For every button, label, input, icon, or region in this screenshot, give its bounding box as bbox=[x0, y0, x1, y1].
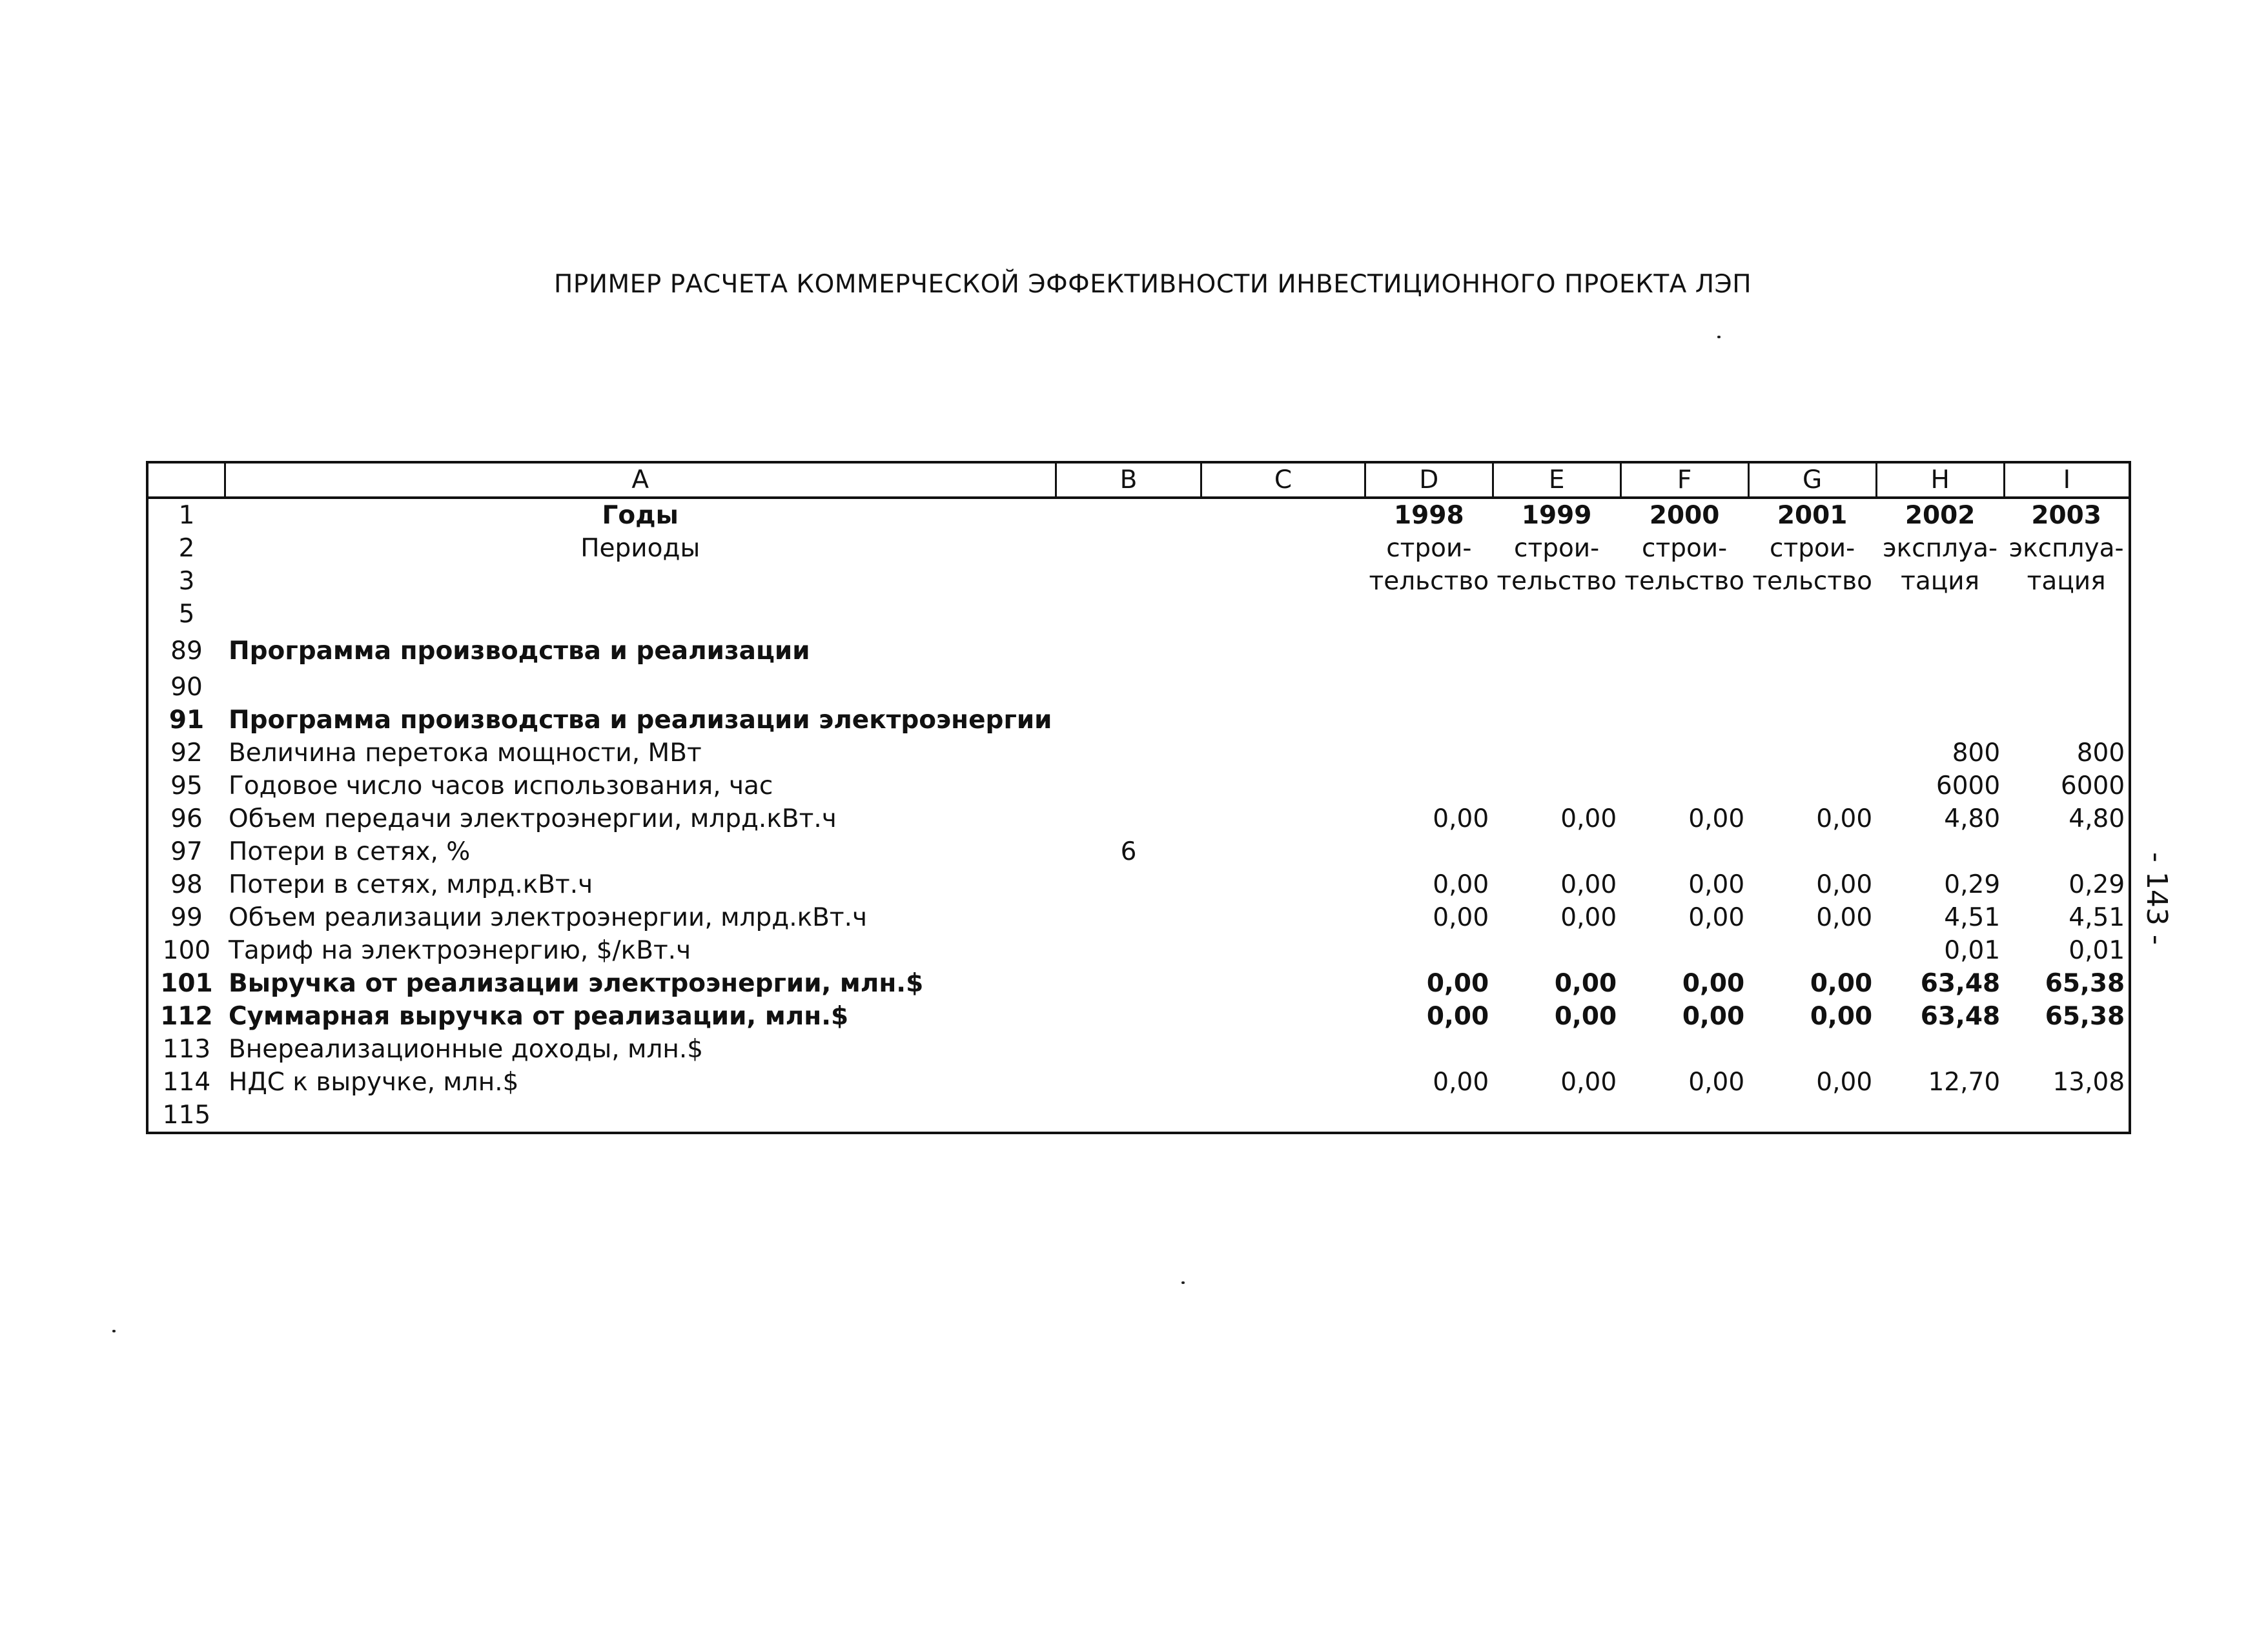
cell-c[interactable] bbox=[1201, 671, 1365, 704]
value-cell[interactable] bbox=[1620, 737, 1748, 769]
value-cell[interactable] bbox=[1493, 671, 1620, 704]
value-cell[interactable]: 0,00 bbox=[1816, 870, 1873, 899]
value-cell[interactable] bbox=[1620, 671, 1748, 704]
row-label[interactable]: Суммарная выручка от реализации, млн.$ bbox=[229, 1002, 849, 1031]
cell-b[interactable] bbox=[1056, 1033, 1201, 1066]
row-number[interactable]: 5 bbox=[178, 600, 195, 629]
cell[interactable] bbox=[1056, 565, 1201, 598]
cell-b[interactable] bbox=[1056, 671, 1201, 704]
row-label[interactable]: Величина перетока мощности, МВт bbox=[229, 738, 702, 768]
value-cell[interactable]: 6000 bbox=[1936, 771, 2001, 800]
cell-c[interactable] bbox=[1201, 1033, 1365, 1066]
value-cell[interactable] bbox=[2004, 1099, 2130, 1133]
cell-c[interactable] bbox=[1201, 802, 1365, 835]
value-cell[interactable] bbox=[1493, 1099, 1620, 1133]
period-cell[interactable]: эксплуа- bbox=[1883, 534, 1998, 563]
value-cell[interactable]: 0,00 bbox=[1688, 903, 1745, 932]
period-cell[interactable]: тельство bbox=[1624, 567, 1744, 596]
column-header-a[interactable]: A bbox=[225, 462, 1056, 498]
cell[interactable] bbox=[1493, 598, 1620, 631]
value-cell[interactable]: 0,00 bbox=[1688, 870, 1745, 899]
value-cell[interactable] bbox=[1365, 1033, 1493, 1066]
table-row bbox=[147, 901, 2130, 934]
column-header-row bbox=[147, 462, 2130, 498]
row-number[interactable]: 114 bbox=[162, 1068, 211, 1097]
row-number[interactable]: 89 bbox=[170, 636, 203, 666]
period-cell[interactable]: строи- bbox=[1642, 534, 1728, 563]
cell-b[interactable] bbox=[1056, 934, 1201, 967]
row-number[interactable]: 91 bbox=[169, 706, 205, 735]
value-cell[interactable]: 0,00 bbox=[1810, 969, 1873, 998]
periods-label[interactable]: Периоды bbox=[580, 534, 700, 563]
scan-speck bbox=[1181, 1281, 1185, 1284]
table-row bbox=[147, 1033, 2130, 1066]
table-row bbox=[147, 769, 2130, 802]
value-cell[interactable] bbox=[1620, 835, 1748, 868]
periods-row bbox=[147, 532, 2130, 565]
cell[interactable] bbox=[1056, 532, 1201, 565]
value-cell[interactable]: 0,00 bbox=[1816, 903, 1873, 932]
table-row bbox=[147, 1099, 2130, 1133]
row-number[interactable]: 101 bbox=[160, 969, 213, 998]
column-header-f[interactable]: F bbox=[1620, 462, 1748, 498]
value-cell[interactable] bbox=[1365, 835, 1493, 868]
period-cell[interactable]: тация bbox=[1901, 567, 1980, 596]
value-cell[interactable] bbox=[1620, 769, 1748, 802]
value-cell[interactable]: 0,00 bbox=[1688, 804, 1745, 833]
value-cell[interactable] bbox=[1876, 1033, 2004, 1066]
value-cell[interactable]: 0,00 bbox=[1560, 804, 1617, 833]
section-title[interactable]: Программа производства и реализации bbox=[229, 636, 810, 666]
value-cell[interactable] bbox=[1748, 1099, 1876, 1133]
row-label[interactable]: Объем передачи электроэнергии, млрд.кВт.ч bbox=[229, 804, 837, 833]
value-cell[interactable] bbox=[1365, 737, 1493, 769]
value-cell[interactable] bbox=[1876, 1099, 2004, 1133]
cell-c[interactable] bbox=[1201, 868, 1365, 901]
value-cell[interactable] bbox=[2004, 704, 2130, 737]
value-cell[interactable] bbox=[1748, 835, 1876, 868]
value-cell[interactable] bbox=[1620, 704, 1748, 737]
table-row bbox=[147, 704, 2130, 737]
row-number[interactable]: 115 bbox=[162, 1101, 211, 1130]
value-cell[interactable] bbox=[1620, 934, 1748, 967]
row-label[interactable] bbox=[225, 1099, 1056, 1133]
value-cell[interactable]: 63,48 bbox=[1920, 969, 2001, 998]
value-cell[interactable] bbox=[1493, 934, 1620, 967]
cell-c[interactable] bbox=[1201, 835, 1365, 868]
value-cell[interactable]: 0,29 bbox=[1944, 870, 2001, 899]
cell-b[interactable] bbox=[1056, 1066, 1201, 1099]
cell-c[interactable] bbox=[1201, 769, 1365, 802]
column-header-b[interactable]: B bbox=[1056, 462, 1201, 498]
row-label[interactable]: Потери в сетях, млрд.кВт.ч bbox=[229, 870, 593, 899]
years-label[interactable]: Годы bbox=[602, 501, 679, 530]
cell[interactable] bbox=[1056, 498, 1201, 532]
cell[interactable] bbox=[1201, 565, 1365, 598]
value-cell[interactable]: 13,08 bbox=[2052, 1068, 2125, 1097]
row-number[interactable]: 99 bbox=[170, 903, 203, 932]
period-cell[interactable]: тация bbox=[2027, 567, 2106, 596]
value-cell[interactable] bbox=[1620, 1099, 1748, 1133]
value-cell[interactable]: 4,80 bbox=[2069, 804, 2125, 833]
value-cell[interactable] bbox=[1748, 704, 1876, 737]
cell[interactable] bbox=[1876, 598, 2004, 631]
value-cell[interactable]: 0,00 bbox=[1682, 969, 1745, 998]
value-cell[interactable]: 65,38 bbox=[2045, 1002, 2125, 1031]
value-cell[interactable] bbox=[1365, 934, 1493, 967]
value-cell[interactable]: 63,48 bbox=[1920, 1002, 2001, 1031]
value-cell[interactable] bbox=[2004, 1033, 2130, 1066]
row-number[interactable]: 2 bbox=[178, 534, 195, 563]
cell-c[interactable] bbox=[1201, 1066, 1365, 1099]
value-cell[interactable]: 0,00 bbox=[1560, 1068, 1617, 1097]
cell[interactable] bbox=[1056, 598, 1201, 631]
cell[interactable] bbox=[1365, 598, 1493, 631]
value-cell[interactable]: 0,00 bbox=[1554, 1002, 1617, 1031]
row-number[interactable]: 100 bbox=[162, 936, 211, 965]
value-cell[interactable]: 0,00 bbox=[1426, 1002, 1489, 1031]
value-cell[interactable] bbox=[1748, 934, 1876, 967]
row-number[interactable]: 92 bbox=[170, 738, 203, 768]
section-header-row bbox=[147, 631, 2130, 671]
row-label[interactable]: Тариф на электроэнергию, $/кВт.ч bbox=[229, 936, 691, 965]
cell-c[interactable] bbox=[1201, 934, 1365, 967]
value-cell[interactable] bbox=[2004, 671, 2130, 704]
row-number[interactable]: 90 bbox=[170, 673, 203, 702]
blank-row bbox=[147, 598, 2130, 631]
page-number: - 143 - bbox=[2140, 852, 2173, 945]
period-cell[interactable]: строи- bbox=[1386, 534, 1472, 563]
cell-b[interactable] bbox=[1056, 901, 1201, 934]
cell[interactable] bbox=[1201, 498, 1365, 532]
cell-c[interactable] bbox=[1201, 1000, 1365, 1033]
value-cell[interactable]: 0,29 bbox=[2069, 870, 2125, 899]
corner-cell[interactable] bbox=[147, 462, 225, 498]
cell-c[interactable] bbox=[1201, 737, 1365, 769]
spreadsheet-table bbox=[146, 461, 2131, 1134]
data-rows bbox=[147, 671, 2130, 1133]
value-cell[interactable]: 6000 bbox=[2060, 771, 2125, 800]
year-cell[interactable]: 2002 bbox=[1905, 501, 1976, 530]
column-header-c[interactable]: C bbox=[1201, 462, 1365, 498]
value-cell[interactable] bbox=[1876, 671, 2004, 704]
value-cell[interactable]: 0,00 bbox=[1433, 903, 1489, 932]
period-cell[interactable]: тельство bbox=[1752, 567, 1872, 596]
table-row bbox=[147, 835, 2130, 868]
cell-b[interactable] bbox=[1056, 704, 1201, 737]
row-number[interactable]: 1 bbox=[178, 501, 195, 530]
table-row bbox=[147, 1066, 2130, 1099]
year-cell[interactable]: 2003 bbox=[2031, 501, 2101, 530]
value-cell[interactable] bbox=[1493, 1033, 1620, 1066]
period-cell[interactable]: строи- bbox=[1514, 534, 1600, 563]
period-cell[interactable]: эксплуа- bbox=[2008, 534, 2124, 563]
value-cell[interactable]: 0,00 bbox=[1682, 1002, 1745, 1031]
row-number[interactable]: 98 bbox=[170, 870, 203, 899]
cell-c[interactable] bbox=[1201, 704, 1365, 737]
cell-c[interactable] bbox=[1201, 901, 1365, 934]
value-cell[interactable]: 0,01 bbox=[1944, 936, 2001, 965]
cell[interactable] bbox=[1201, 598, 1365, 631]
value-cell[interactable] bbox=[1493, 769, 1620, 802]
row-number[interactable]: 112 bbox=[160, 1002, 213, 1031]
cell[interactable] bbox=[1748, 598, 1876, 631]
column-header-e[interactable]: E bbox=[1493, 462, 1620, 498]
table-row bbox=[147, 934, 2130, 967]
value-cell[interactable]: 0,00 bbox=[1426, 969, 1489, 998]
cell[interactable] bbox=[225, 565, 1056, 598]
value-cell[interactable] bbox=[1493, 737, 1620, 769]
value-cell[interactable]: 800 bbox=[1952, 738, 2001, 768]
period-cell[interactable]: тельство bbox=[1369, 567, 1489, 596]
value-cell[interactable]: 0,00 bbox=[1688, 1068, 1745, 1097]
cell[interactable] bbox=[1201, 532, 1365, 565]
value-cell[interactable]: 0,00 bbox=[1810, 1002, 1873, 1031]
value-cell[interactable]: 800 bbox=[2076, 738, 2125, 768]
year-cell[interactable]: 2000 bbox=[1649, 501, 1720, 530]
value-cell[interactable] bbox=[1748, 737, 1876, 769]
row-label[interactable]: Внереализационные доходы, млн.$ bbox=[229, 1035, 704, 1064]
value-cell[interactable]: 12,70 bbox=[1928, 1068, 2001, 1097]
value-cell[interactable]: 0,00 bbox=[1554, 969, 1617, 998]
scan-speck bbox=[112, 1330, 116, 1332]
table-row bbox=[147, 737, 2130, 769]
table-row bbox=[147, 967, 2130, 1000]
value-cell[interactable] bbox=[1365, 704, 1493, 737]
period-cell[interactable]: строи- bbox=[1770, 534, 1855, 563]
value-cell[interactable]: 4,80 bbox=[1944, 804, 2001, 833]
cell-b[interactable] bbox=[1056, 769, 1201, 802]
scan-speck bbox=[1717, 336, 1721, 338]
table-row bbox=[147, 671, 2130, 704]
row-label[interactable]: Объем реализации электроэнергии, млрд.кВт.ч bbox=[229, 903, 868, 932]
value-cell[interactable] bbox=[1365, 769, 1493, 802]
row-label[interactable]: Программа производства и реализации электроэнергии bbox=[229, 706, 1052, 735]
cell-c[interactable] bbox=[1201, 1099, 1365, 1133]
table-row bbox=[147, 1000, 2130, 1033]
cell-b[interactable] bbox=[1056, 802, 1201, 835]
value-cell[interactable]: 0,00 bbox=[1560, 870, 1617, 899]
cell-b[interactable]: 6 bbox=[1120, 837, 1137, 866]
row-number[interactable]: 96 bbox=[170, 804, 203, 833]
value-cell[interactable]: 0,00 bbox=[1816, 1068, 1873, 1097]
value-cell[interactable] bbox=[1748, 671, 1876, 704]
value-cell[interactable] bbox=[2004, 835, 2130, 868]
table-row bbox=[147, 802, 2130, 835]
cell-b[interactable] bbox=[1056, 868, 1201, 901]
value-cell[interactable] bbox=[1365, 1099, 1493, 1133]
value-cell[interactable] bbox=[1365, 671, 1493, 704]
cell-b[interactable] bbox=[1056, 1099, 1201, 1133]
years-row bbox=[147, 498, 2130, 532]
cell-b[interactable] bbox=[1056, 737, 1201, 769]
row-label[interactable]: НДС к выручке, млн.$ bbox=[229, 1068, 519, 1097]
period-cell[interactable]: тельство bbox=[1497, 567, 1617, 596]
value-cell[interactable]: 0,01 bbox=[2069, 936, 2125, 965]
value-cell[interactable]: 4,51 bbox=[2069, 903, 2125, 932]
value-cell[interactable]: 0,00 bbox=[1433, 1068, 1489, 1097]
row-number[interactable]: 113 bbox=[162, 1035, 211, 1064]
year-cell[interactable]: 2001 bbox=[1777, 501, 1848, 530]
value-cell[interactable]: 4,51 bbox=[1944, 903, 2001, 932]
value-cell[interactable] bbox=[1748, 769, 1876, 802]
document-title: ПРИМЕР РАСЧЕТА КОММЕРЧЕСКОЙ ЭФФЕКТИВНОСТИ ИНВЕСТИЦИОННОГО ПРОЕКТА ЛЭП bbox=[554, 270, 1752, 299]
cell-b[interactable] bbox=[1056, 1000, 1201, 1033]
value-cell[interactable] bbox=[1876, 835, 2004, 868]
value-cell[interactable] bbox=[1493, 704, 1620, 737]
value-cell[interactable]: 0,00 bbox=[1816, 804, 1873, 833]
row-number[interactable]: 3 bbox=[178, 567, 195, 596]
value-cell[interactable] bbox=[1748, 1033, 1876, 1066]
row-number[interactable]: 95 bbox=[170, 771, 203, 800]
column-header-g[interactable]: G bbox=[1748, 462, 1876, 498]
value-cell[interactable] bbox=[1876, 704, 2004, 737]
row-label[interactable]: Потери в сетях, % bbox=[229, 837, 471, 866]
column-header-d[interactable]: D bbox=[1365, 462, 1493, 498]
value-cell[interactable]: 0,00 bbox=[1560, 903, 1617, 932]
cell[interactable] bbox=[1620, 598, 1748, 631]
column-header-i[interactable]: I bbox=[2004, 462, 2130, 498]
periods-row-2 bbox=[147, 565, 2130, 598]
year-cell[interactable]: 1998 bbox=[1394, 501, 1464, 530]
cell[interactable] bbox=[225, 598, 1056, 631]
row-label[interactable] bbox=[225, 671, 1056, 704]
value-cell[interactable]: 0,00 bbox=[1433, 870, 1489, 899]
table-row bbox=[147, 868, 2130, 901]
row-label[interactable]: Годовое число часов использования, час bbox=[229, 771, 773, 800]
cell-b[interactable] bbox=[1056, 967, 1201, 1000]
value-cell[interactable] bbox=[1620, 1033, 1748, 1066]
year-cell[interactable]: 1999 bbox=[1521, 501, 1592, 530]
cell-c[interactable] bbox=[1201, 967, 1365, 1000]
column-header-h[interactable]: H bbox=[1876, 462, 2004, 498]
row-label[interactable]: Выручка от реализации электроэнергии, млн.$ bbox=[229, 969, 924, 998]
row-number[interactable]: 97 bbox=[170, 837, 203, 866]
value-cell[interactable] bbox=[1493, 835, 1620, 868]
value-cell[interactable]: 0,00 bbox=[1433, 804, 1489, 833]
cell[interactable] bbox=[2004, 598, 2130, 631]
value-cell[interactable]: 65,38 bbox=[2045, 969, 2125, 998]
